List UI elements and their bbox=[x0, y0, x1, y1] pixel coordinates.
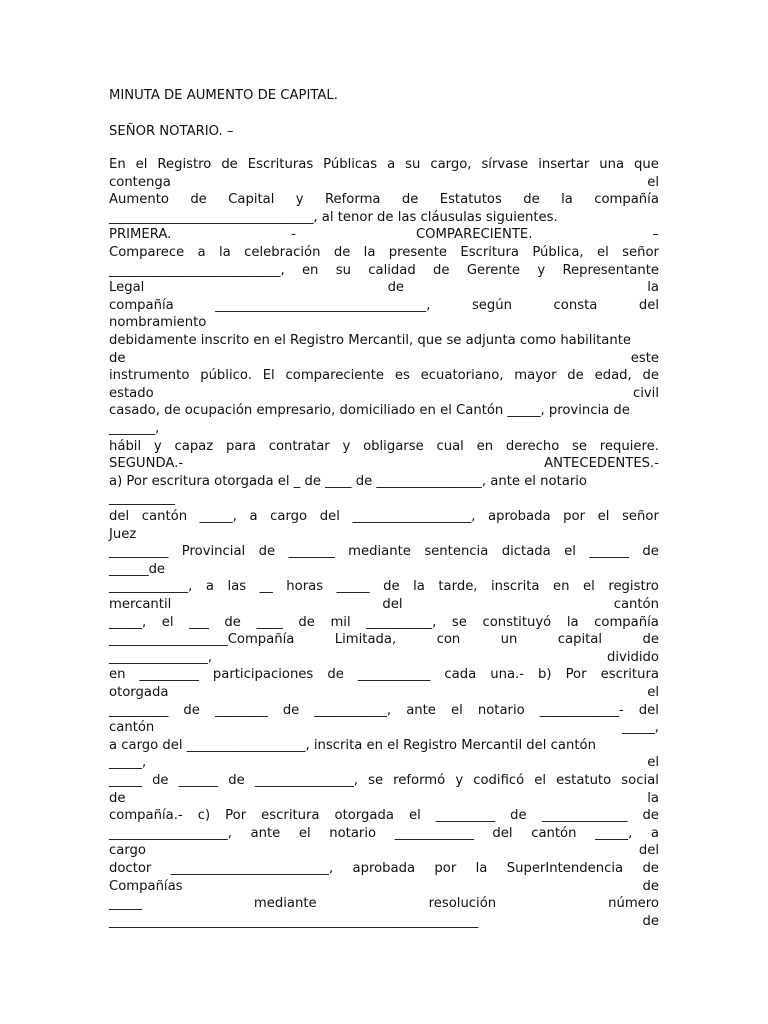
body-line bbox=[109, 702, 659, 720]
body-word: del bbox=[382, 597, 403, 612]
body-word: compañía bbox=[109, 297, 174, 313]
body-line bbox=[109, 244, 659, 262]
body-word: dictada bbox=[501, 544, 551, 560]
body-word: ________________________, bbox=[170, 861, 334, 876]
body-line bbox=[109, 596, 659, 614]
body-word: el bbox=[161, 614, 174, 630]
body-line bbox=[109, 174, 659, 192]
body-word: _________ bbox=[109, 544, 169, 560]
body-word: ________ bbox=[214, 702, 268, 718]
body-word: COMPARECIENTE. bbox=[415, 227, 533, 243]
body-line bbox=[109, 578, 659, 596]
body-word: celebración bbox=[244, 245, 321, 260]
body-word: en bbox=[301, 262, 319, 278]
body-word: su bbox=[335, 262, 351, 278]
body-line: a) Por escritura otorgada el _ de ____ de ________________, ante el notario bbox=[109, 473, 587, 489]
body-word: que bbox=[634, 157, 659, 172]
body-word: notario bbox=[477, 702, 525, 718]
body-word: Representante bbox=[562, 262, 659, 278]
body-word: Escrituras bbox=[247, 157, 314, 172]
body-word: ______ bbox=[589, 544, 629, 560]
body-word: la bbox=[219, 245, 231, 260]
body-word: cargo bbox=[270, 509, 308, 524]
body-word: ________________________________, bbox=[215, 297, 431, 313]
body-word: tarde, bbox=[438, 579, 478, 595]
body-word: mayor bbox=[514, 368, 557, 384]
body-word: dividido bbox=[607, 649, 659, 665]
body-word: ____________, bbox=[109, 579, 193, 595]
body-word: una.- bbox=[490, 667, 524, 683]
body-word: de bbox=[109, 350, 126, 366]
body-word: con bbox=[436, 632, 461, 648]
body-line: _______________________________, al tenor de las cláusulas siguientes. bbox=[109, 209, 558, 225]
body-word: __________________________, bbox=[109, 262, 285, 278]
body-word: ___________ bbox=[357, 667, 431, 683]
body-word: _____, bbox=[109, 755, 147, 771]
body-word: cantón bbox=[531, 825, 577, 841]
body-word: de bbox=[642, 368, 659, 384]
body-line bbox=[109, 631, 659, 649]
body-word: ecuatoriano, bbox=[420, 368, 504, 384]
body-word: por bbox=[434, 861, 457, 876]
body-word: de bbox=[333, 245, 351, 260]
body-line bbox=[109, 842, 659, 860]
body-word: de bbox=[642, 544, 659, 560]
body-word: cantón bbox=[141, 509, 188, 524]
body-word: SuperIntendencia bbox=[506, 861, 624, 876]
body-word: _______ bbox=[288, 544, 335, 560]
body-word: de bbox=[383, 579, 400, 595]
body-word: Por bbox=[225, 808, 247, 824]
body-word: cantón bbox=[109, 720, 155, 736]
body-word: de bbox=[109, 790, 126, 806]
body-line bbox=[109, 878, 659, 896]
body-word: ________________________________________________________ bbox=[109, 913, 479, 929]
body-word: el bbox=[534, 773, 547, 788]
body-word: _________ bbox=[139, 667, 199, 683]
body-word: c) bbox=[197, 808, 211, 824]
body-word: es bbox=[394, 368, 410, 384]
body-word: _______________, bbox=[254, 773, 358, 788]
body-word: _____, bbox=[109, 614, 147, 630]
body-word: el bbox=[597, 245, 609, 260]
body-word: el bbox=[597, 509, 610, 524]
body-word: ______ bbox=[178, 773, 219, 788]
body-line bbox=[109, 895, 659, 913]
body-word: de bbox=[298, 614, 315, 630]
body-line bbox=[109, 297, 659, 315]
body-line: debidamente inscrito en el Registro Mercantil, que se adjunta como habilitante bbox=[109, 333, 632, 348]
body-line bbox=[109, 438, 659, 456]
body-word: y bbox=[537, 262, 546, 278]
body-word: codificó bbox=[473, 773, 525, 788]
body-word: Gerente bbox=[466, 262, 521, 278]
body-word: Comparece bbox=[109, 245, 185, 260]
body-line bbox=[109, 790, 659, 808]
body-word: el bbox=[451, 702, 463, 718]
body-line: Juez bbox=[109, 526, 137, 542]
body-word: estatuto bbox=[556, 773, 612, 788]
body-word: cargo, bbox=[430, 157, 472, 172]
body-word: cargo bbox=[109, 843, 146, 859]
body-word: del bbox=[638, 297, 659, 313]
body-line bbox=[109, 191, 659, 209]
body-word: Compañías bbox=[109, 878, 183, 894]
body-line bbox=[109, 156, 659, 174]
body-word: cada bbox=[444, 667, 477, 683]
body-word: sírvase bbox=[481, 157, 529, 172]
body-word: __ bbox=[259, 579, 273, 595]
body-word: y bbox=[153, 438, 162, 454]
body-word: calidad bbox=[368, 262, 416, 278]
body-word: otorgada bbox=[109, 685, 169, 700]
body-word: una bbox=[599, 157, 625, 172]
body-word: El bbox=[262, 368, 275, 384]
body-line: ______de bbox=[109, 561, 166, 577]
body-line bbox=[109, 860, 659, 878]
body-word: el bbox=[647, 755, 659, 771]
body-word: de bbox=[228, 773, 245, 788]
body-line bbox=[109, 543, 659, 561]
body-word: escritura bbox=[261, 808, 320, 824]
salutation: SEÑOR NOTARIO. – bbox=[109, 124, 234, 139]
body-word: cual bbox=[436, 438, 464, 454]
body-word: del bbox=[638, 702, 659, 718]
body-word: ____________ bbox=[394, 825, 474, 841]
body-word: _____, bbox=[199, 509, 237, 524]
body-word: el bbox=[564, 544, 576, 560]
body-word: la bbox=[475, 861, 488, 876]
body-line bbox=[109, 684, 659, 702]
body-word: de bbox=[642, 861, 659, 876]
body-line bbox=[109, 226, 659, 244]
body-word: estado bbox=[109, 385, 154, 401]
body-word: escritura bbox=[600, 667, 659, 683]
body-word: de bbox=[152, 773, 169, 788]
body-word: y bbox=[342, 438, 351, 454]
body-line: nombramiento bbox=[109, 315, 207, 331]
body-line bbox=[109, 614, 659, 632]
body-word: este bbox=[630, 350, 659, 366]
body-word: en bbox=[109, 667, 126, 683]
body-word: la bbox=[561, 192, 573, 208]
body-word: compañía bbox=[594, 614, 659, 630]
body-word: de bbox=[642, 913, 659, 929]
body-word: de bbox=[327, 667, 344, 683]
body-line bbox=[109, 754, 659, 772]
body-word: cantón bbox=[613, 597, 659, 612]
body-word: - bbox=[291, 227, 297, 243]
body-word: reformó bbox=[393, 773, 446, 788]
body-word: Provincial bbox=[181, 544, 246, 560]
body-line bbox=[109, 455, 659, 473]
body-line bbox=[109, 719, 659, 737]
body-word: _____ bbox=[109, 773, 142, 788]
body-word: mercantil bbox=[109, 597, 172, 612]
body-word: de bbox=[183, 702, 200, 718]
body-word: del bbox=[109, 509, 130, 524]
body-word: contratar bbox=[268, 438, 330, 454]
body-word: Registro bbox=[157, 157, 212, 172]
document-title: MINUTA DE AUMENTO DE CAPITAL. bbox=[109, 88, 338, 103]
body-word: ante bbox=[406, 702, 436, 718]
body-word: __________________, bbox=[109, 825, 232, 841]
body-word: a bbox=[197, 245, 206, 260]
body-word: se bbox=[572, 438, 588, 454]
body-word: participaciones bbox=[212, 667, 314, 683]
body-line: _______, bbox=[109, 421, 160, 436]
body-word: _____ bbox=[109, 896, 142, 912]
body-word: de bbox=[401, 192, 419, 208]
body-line bbox=[109, 350, 659, 368]
body-word: _______________, bbox=[109, 649, 213, 665]
body-line bbox=[109, 666, 659, 684]
body-word: la bbox=[363, 245, 376, 260]
body-word: se bbox=[368, 773, 384, 788]
body-word: horas bbox=[286, 579, 324, 595]
body-word: aprobada bbox=[352, 861, 416, 876]
body-word: las bbox=[227, 579, 247, 595]
body-word: en bbox=[553, 579, 570, 595]
body-line: casado, de ocupación empresario, domiciliado en el Cantón _____, provincia de bbox=[109, 403, 630, 419]
body-word: la bbox=[566, 614, 579, 630]
body-word: doctor bbox=[109, 861, 152, 876]
body-line bbox=[109, 913, 659, 931]
body-word: de bbox=[642, 632, 659, 648]
body-word: el bbox=[647, 685, 659, 700]
body-word: de bbox=[190, 192, 207, 208]
body-word: b) bbox=[538, 667, 552, 683]
body-word: el bbox=[298, 825, 311, 841]
body-word: Escritura bbox=[460, 245, 519, 260]
body-word: PRIMERA. bbox=[109, 227, 172, 243]
body-word: el bbox=[647, 174, 659, 190]
body-word: de bbox=[642, 808, 659, 824]
body-word: obligarse bbox=[363, 438, 424, 454]
body-word: derecho bbox=[505, 438, 560, 454]
body-line bbox=[109, 649, 659, 667]
body-word: el bbox=[408, 808, 421, 824]
body-word: aprobada bbox=[488, 509, 551, 524]
body-word: _________ bbox=[109, 702, 169, 718]
body-word: compareciente bbox=[285, 368, 385, 384]
body-word: de bbox=[221, 157, 238, 172]
body-word: notario bbox=[329, 825, 377, 841]
body-word: __________, bbox=[366, 614, 437, 630]
body-word: por bbox=[563, 509, 586, 524]
body-word: de bbox=[510, 808, 527, 824]
body-word: instrumento bbox=[109, 368, 190, 384]
body-word: para bbox=[225, 438, 256, 454]
body-word: En bbox=[109, 157, 126, 172]
body-line: __________ bbox=[109, 491, 175, 507]
body-word: Estatutos bbox=[439, 192, 502, 208]
body-word: el bbox=[583, 579, 595, 595]
body-line bbox=[109, 279, 659, 297]
body-word: el bbox=[135, 157, 148, 172]
body-word: inscrita bbox=[491, 579, 540, 595]
body-word: público. bbox=[200, 368, 252, 384]
body-word: social bbox=[621, 773, 659, 788]
body-word: un bbox=[500, 632, 518, 648]
body-word: señor bbox=[622, 509, 659, 524]
body-line: a cargo del __________________, inscrita en el Registro Mercantil del cantón bbox=[109, 737, 596, 753]
body-word: de bbox=[433, 262, 450, 278]
body-word: en bbox=[476, 438, 494, 454]
body-word: otorgada bbox=[334, 808, 394, 824]
body-word: mediante bbox=[348, 544, 411, 560]
body-word: sentencia bbox=[424, 544, 489, 560]
body-word: de bbox=[567, 368, 584, 384]
body-word: y bbox=[455, 773, 464, 788]
body-word: la bbox=[647, 280, 659, 296]
body-word: Aumento bbox=[109, 192, 169, 208]
body-word: _____ bbox=[336, 579, 370, 595]
body-word: número bbox=[608, 896, 659, 912]
body-word: Limitada, bbox=[334, 632, 397, 648]
body-word: del bbox=[319, 509, 340, 524]
body-word: capital bbox=[557, 632, 603, 648]
body-line bbox=[109, 508, 659, 526]
body-word: Reforma bbox=[324, 192, 381, 208]
body-word: _____, bbox=[621, 720, 659, 736]
body-word: constituyó bbox=[482, 614, 552, 630]
body-word: de bbox=[258, 544, 276, 560]
body-word: capaz bbox=[174, 438, 214, 454]
body-word: consta bbox=[553, 297, 598, 313]
body-word: de bbox=[387, 280, 405, 296]
body-word: ante bbox=[250, 825, 281, 841]
body-word: de bbox=[523, 192, 540, 208]
body-word: y bbox=[295, 192, 304, 208]
body-word: contenga bbox=[109, 174, 171, 190]
body-word: a bbox=[205, 579, 214, 595]
body-word: la bbox=[413, 579, 425, 595]
body-word: requiere. bbox=[599, 438, 659, 454]
body-word: ___________, bbox=[314, 702, 392, 718]
body-word: registro bbox=[608, 579, 659, 595]
body-word: compañía bbox=[594, 192, 659, 208]
body-word: Legal bbox=[109, 280, 145, 296]
body-word: _____, bbox=[595, 825, 633, 841]
body-word: resolución bbox=[428, 896, 497, 912]
body-word: a bbox=[387, 157, 396, 172]
body-word: ____ bbox=[256, 614, 283, 630]
body-word: de bbox=[224, 614, 241, 630]
body-word: la bbox=[647, 790, 659, 806]
body-word: civil bbox=[632, 385, 659, 401]
body-line bbox=[109, 262, 659, 280]
body-word: ANTECEDENTES.- bbox=[544, 456, 659, 472]
body-word: a bbox=[249, 509, 258, 524]
body-word: según bbox=[471, 297, 513, 313]
body-word: ___ bbox=[189, 614, 209, 630]
body-word: Públicas bbox=[323, 157, 378, 172]
body-word: del bbox=[638, 843, 659, 859]
body-line bbox=[109, 367, 659, 385]
body-word: ____________- bbox=[539, 702, 624, 718]
body-word: _____________ bbox=[541, 808, 628, 824]
body-word: – bbox=[652, 227, 659, 243]
body-word: edad, bbox=[594, 368, 632, 384]
body-word: a bbox=[650, 825, 659, 841]
body-word: señor bbox=[622, 245, 659, 260]
body-word: compañía.- bbox=[109, 808, 183, 824]
body-word: _________ bbox=[435, 808, 496, 824]
body-word: su bbox=[405, 157, 421, 172]
body-word: presente bbox=[388, 245, 448, 260]
body-word: SEGUNDA.- bbox=[109, 456, 184, 472]
body-word: de bbox=[642, 878, 659, 894]
body-word: mediante bbox=[253, 896, 317, 912]
body-line bbox=[109, 825, 659, 843]
body-word: hábil bbox=[109, 438, 142, 454]
body-word: mil bbox=[330, 614, 351, 630]
body-word: __________________, bbox=[352, 509, 476, 524]
body-line bbox=[109, 772, 659, 790]
body-word: __________________Compañía bbox=[109, 632, 295, 648]
body-word: se bbox=[451, 614, 467, 630]
body-word: de bbox=[282, 702, 300, 718]
body-line bbox=[109, 385, 659, 403]
body-word: del bbox=[492, 825, 513, 841]
body-word: insertar bbox=[538, 157, 590, 172]
body-line bbox=[109, 807, 659, 825]
body-word: Pública, bbox=[532, 245, 584, 260]
body-word: Capital bbox=[228, 192, 275, 208]
body-word: Por bbox=[565, 667, 587, 683]
